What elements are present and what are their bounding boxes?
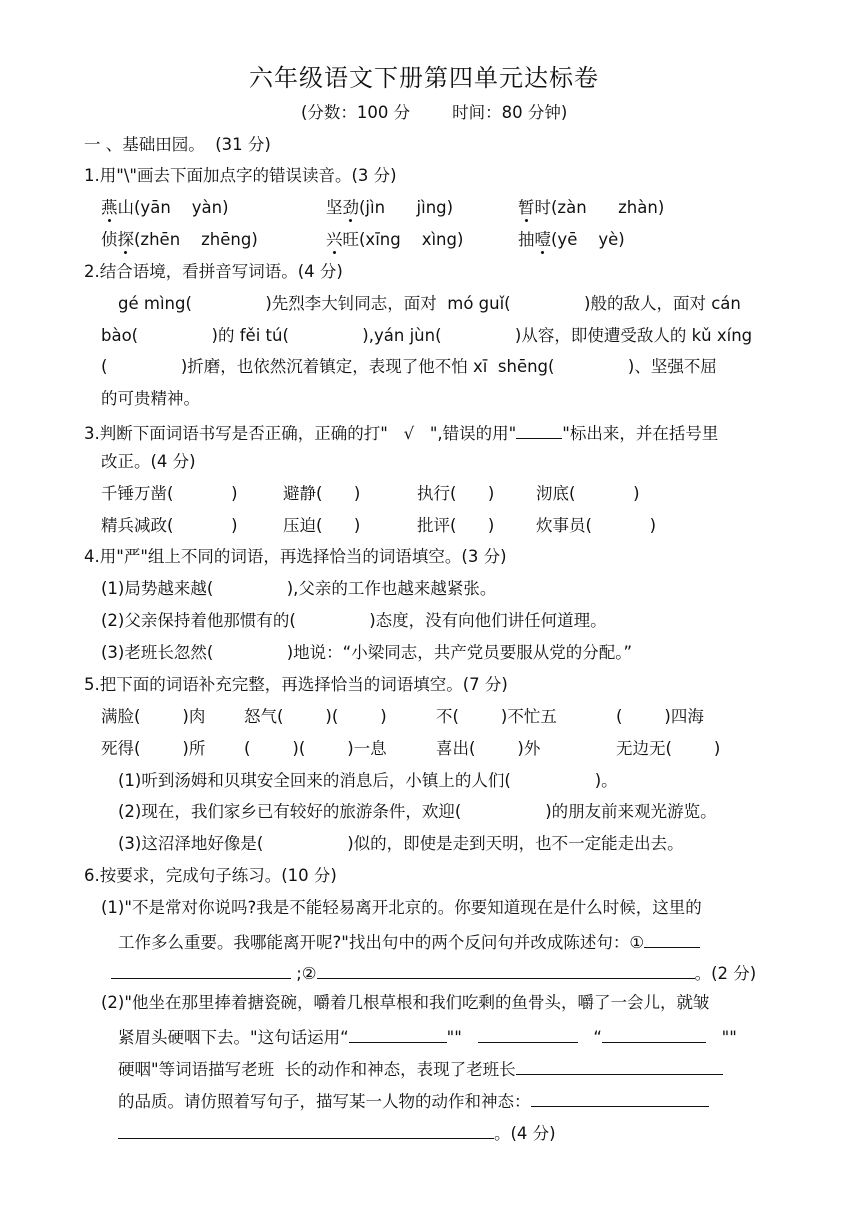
q5-word: ( )( )一息 <box>244 739 387 758</box>
question-2-prompt: 2.结合语境，看拼音写词语。(4 分) <box>84 262 343 281</box>
question-4-prompt: 4.用"严"组上不同的词语，再选择恰当的词语填空。(3 分) <box>84 547 507 566</box>
answer-blank <box>478 1025 578 1043</box>
underline-mark-example <box>516 421 562 439</box>
q6-part2-line: (2)"他坐在那里捧着搪瓷碗，嚼着几根草根和我们吃剩的鱼骨头，嚼了一会儿，就皱 <box>101 993 710 1012</box>
question-1-prompt: 1.用"\"画去下面加点字的错误读音。(3 分) <box>84 166 397 185</box>
q5-line: (3)这沼泽地好像是( )似的，即使是走到天明，也不一定能走出去。 <box>118 834 684 853</box>
q5-word: 死得( )所 <box>101 739 206 758</box>
q6-part2-line: 。(4 分) <box>118 1121 556 1144</box>
q1-item: 抽噎(yē yè) <box>518 230 625 249</box>
q6-part2-line: 紧眉头硬咽下去。"这句话运用“ "" “ "" <box>118 1025 737 1048</box>
question-3-prompt: 3.判断下面词语书写是否正确，正确的打" √ ",错误的用" "标出来，并在括号里 <box>84 421 718 444</box>
q3-item: 避静( ) <box>283 484 361 503</box>
q4-line: (1)局势越来越( ),父亲的工作也越来越紧张。 <box>101 579 497 598</box>
question-5-prompt: 5.把下面的词语补充完整，再选择恰当的词语填空。(7 分) <box>84 675 508 694</box>
q2-text-line: ( )折磨，也依然沉着镇定，表现了他不怕 xī shēng( )、坚强不屈 <box>101 357 717 376</box>
q5-line: (2)现在，我们家乡已有较好的旅游条件，欢迎( )的朋友前来观光游览。 <box>118 802 717 821</box>
q4-line: (3)老班长忽然( )地说：“小梁同志，共产党员要服从党的分配。” <box>101 643 633 662</box>
answer-blank <box>602 1025 706 1043</box>
q6-part1-line: ;② 。(2 分) <box>111 961 756 984</box>
answer-blank <box>516 1057 723 1075</box>
q5-word: 满脸( )肉 <box>101 707 206 726</box>
q6-part1-line: 工作多么重要。我哪能离开呢?"找出句中的两个反问句并改成陈述句：① <box>118 930 700 953</box>
answer-blank <box>111 961 291 979</box>
q3-item: 批评( ) <box>417 516 495 535</box>
q3-item: 炊事员( ) <box>536 516 657 535</box>
q5-word: ( )四海 <box>616 707 704 726</box>
q2-text-line: 的可贵精神。 <box>101 389 200 408</box>
answer-blank <box>118 1121 494 1139</box>
q5-word: 喜出( )外 <box>436 739 541 758</box>
q3-item: 沏底( ) <box>536 484 640 503</box>
answer-blank <box>644 930 700 948</box>
question-3-prompt-cont: 改正。(4 分) <box>101 452 196 471</box>
q2-text-line: bào( )的 fěi tú( ),yán jùn( )从容，即使遭受敌人的 kǔ xíng <box>101 326 753 345</box>
q3-item: 精兵减政( ) <box>101 516 238 535</box>
q1-item: 坚劲(jìn jìng) <box>326 198 454 217</box>
q6-part2-line: 的品质。请仿照着写句子，描写某一人物的动作和神态： <box>118 1089 709 1112</box>
q1-item: 兴旺(xīng xìng) <box>326 230 464 249</box>
page-title: 六年级语文下册第四单元达标卷 <box>249 64 599 92</box>
q5-word: 不( )不忙五 <box>436 707 557 726</box>
page-subtitle: (分数：100 分 时间：80 分钟) <box>301 103 568 122</box>
q1-item: 暂时(zàn zhàn) <box>518 198 665 217</box>
question-6-prompt: 6.按要求，完成句子练习。(10 分) <box>84 866 337 885</box>
answer-blank <box>317 961 695 979</box>
q3-item: 压迫( ) <box>283 516 361 535</box>
q5-word: 无边无( ) <box>616 739 721 758</box>
q1-item: 侦探(zhēn zhēng) <box>101 230 258 249</box>
answer-blank <box>349 1025 447 1043</box>
answer-blank <box>531 1089 709 1107</box>
q6-part2-line: 硬咽"等词语描写老班 长的动作和神态，表现了老班长 <box>118 1057 723 1080</box>
q6-part1-line: (1)"不是常对你说吗?我是不能轻易离开北京的。你要知道现在是什么时候，这里的 <box>101 898 702 917</box>
q4-line: (2)父亲保持着他那惯有的( )态度，没有向他们讲任何道理。 <box>101 611 607 630</box>
q3-item: 千锤万凿( ) <box>101 484 238 503</box>
q1-item: 燕山(yān yàn) <box>101 198 229 217</box>
q2-text-line: gé mìng( )先烈李大钊同志，面对 mó guǐ( )般的敌人，面对 cán <box>118 294 741 313</box>
q5-word: 怒气( )( ) <box>244 707 387 726</box>
section-heading: 一 、基础田园。 (31 分) <box>84 135 271 154</box>
q5-line: (1)听到汤姆和贝琪安全回来的消息后，小镇上的人们( )。 <box>118 771 618 790</box>
q3-item: 执行( ) <box>417 484 495 503</box>
